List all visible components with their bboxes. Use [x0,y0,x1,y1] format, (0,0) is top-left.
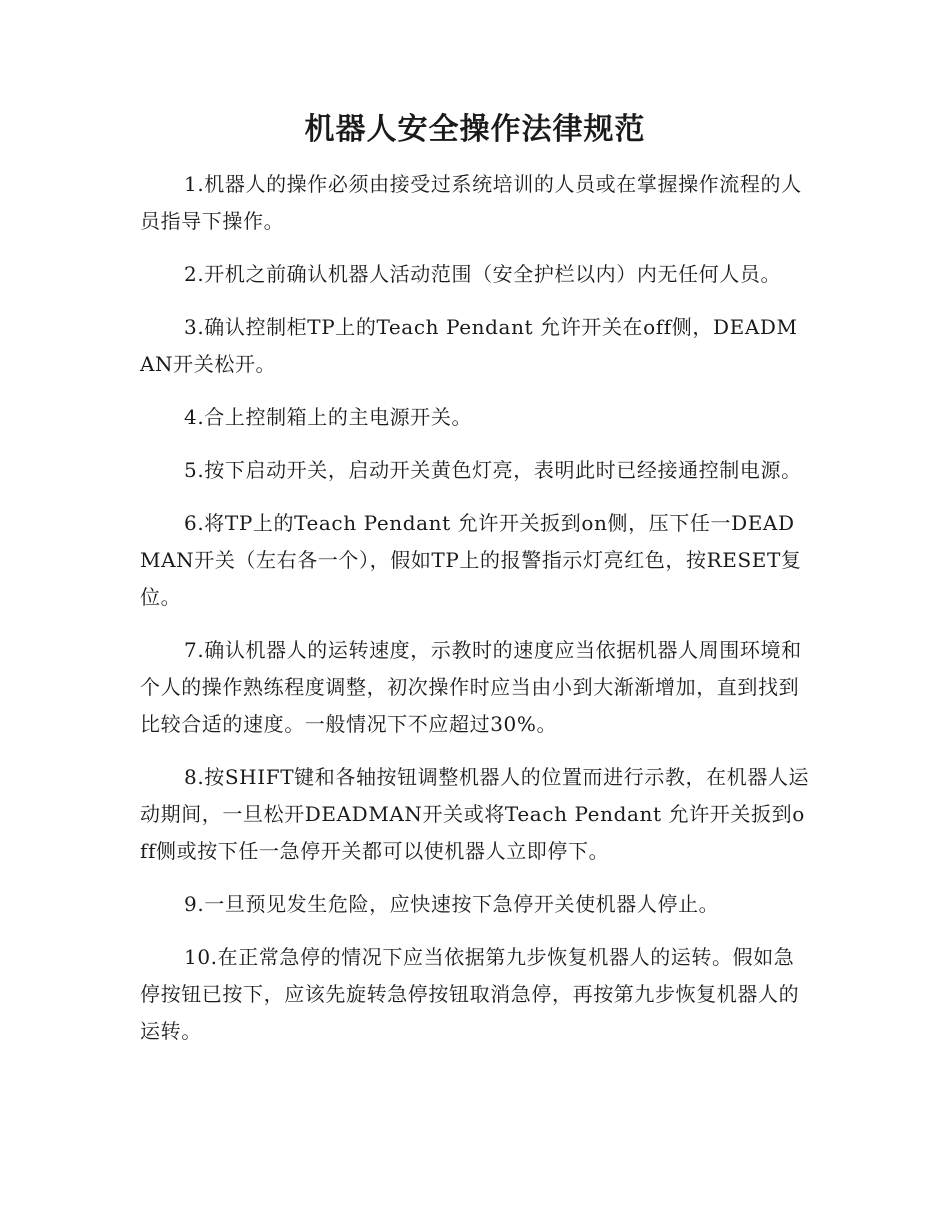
document-body [140,166,810,1066]
paragraph-8: 8.按SHIFT键和各轴按钮调整机器人的位置而进行示教，在机器人运动期间，一旦松开DEADMAN开关或将Teach Pendant 允许开关扳到off侧或按下任一急停开关都可以使机器人立即停下。 [140,765,810,863]
paragraph-1: 1.机器人的操作必须由接受过系统培训的人员或在掌握操作流程的人员指导下操作。 [140,172,802,233]
paragraph-3: 3.确认控制柜TP上的Teach Pendant 允许开关在off侧，DEADMAN开关松开。 [140,315,798,376]
paragraph-5: 5.按下启动开关，启动开关黄色灯亮，表明此时已经接通控制电源。 [184,458,802,482]
paragraph-7: 7.确认机器人的运转速度，示教时的速度应当依据机器人周围环境和个人的操作熟练程度调整，初次操作时应当由小到大渐渐增加，直到找到比较合适的速度。一般情况下不应超过30%。 [140,638,802,736]
paragraph-6: 6.将TP上的Teach Pendant 允许开关扳到on侧，压下任一DEADMAN开关（左右各一个），假如TP上的报警指示灯亮红色，按RESET复位。 [140,511,802,609]
paragraph-9: 9.一旦预见发生危险，应快速按下急停开关使机器人停止。 [184,892,720,916]
paragraph-2: 2.开机之前确认机器人活动范围（安全护栏以内）内无任何人员。 [184,262,782,286]
paragraph-10: 10.在正常急停的情况下应当依据第九步恢复机器人的运转。假如急停按钮已按下，应该先旋转急停按钮取消急停，再按第九步恢复机器人的运转。 [140,945,800,1043]
document-title: 机器人安全操作法律规范 [304,112,646,147]
paragraph-4: 4.合上控制箱上的主电源开关。 [184,405,473,429]
